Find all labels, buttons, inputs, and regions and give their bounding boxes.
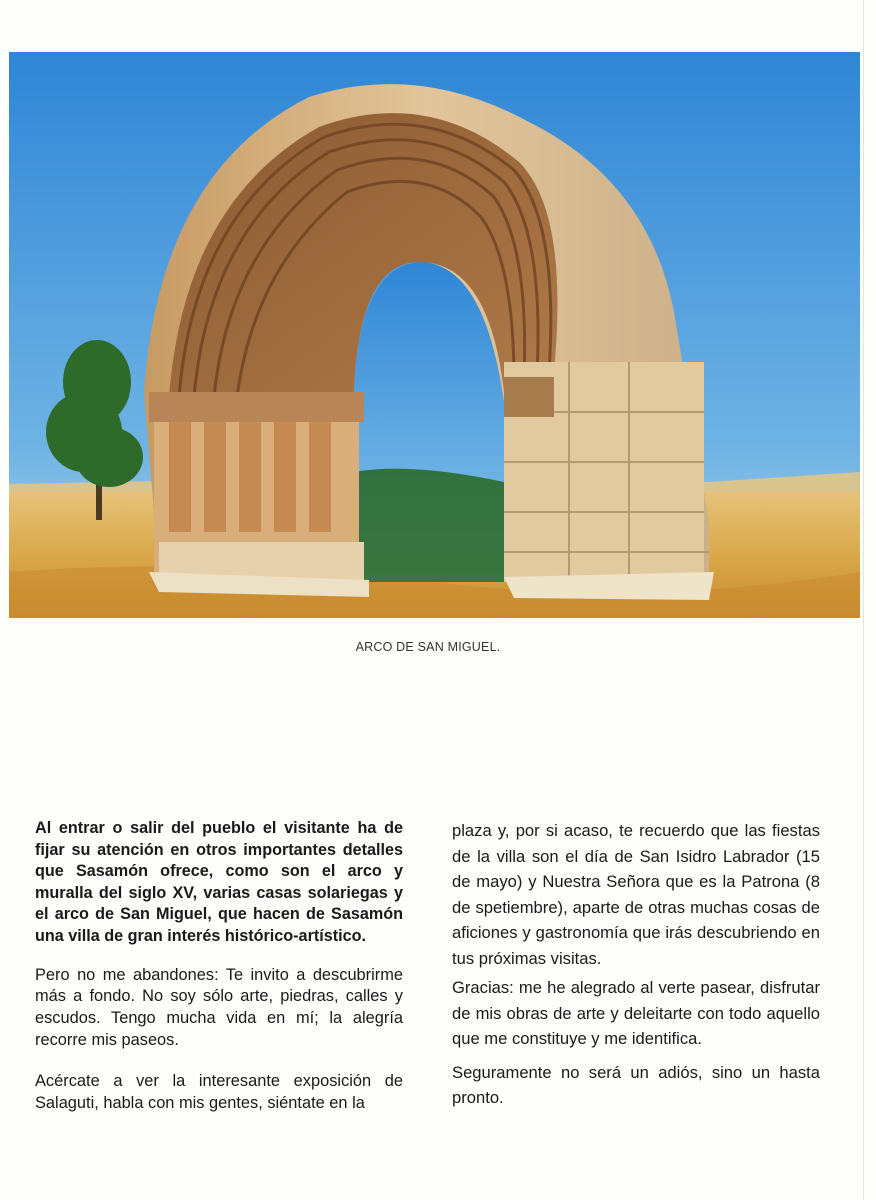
arch-photo (9, 52, 860, 618)
right-paragraph-1: plaza y, por si acaso, te recuerdo que las fiestas de la villa son el día de San Isidro Labrador (15 de mayo) y Nuestra Señora que es la Patrona (8 de spetiembre), aparte de otras muchas cosas de aficiones y gastronomía que irás descubriendo en tus próximas visitas. (452, 821, 820, 968)
right-paragraph-3: Seguramente no será un adiós, sino un hasta pronto. (452, 1062, 820, 1107)
left-paragraph-1: Pero no me abandones: Te invito a descubrirme más a fondo. No soy sólo arte, piedras, calles y escudos. Tengo mucha vida en mí; la alegría recorre mis paseos. (35, 965, 403, 1049)
right-column (452, 818, 820, 1111)
page-edge (863, 0, 864, 1200)
left-column (35, 818, 403, 1114)
right-paragraph-2: Gracias: me he alegrado al verte pasear, disfrutar de mis obras de arte y deleitarte con todo aquello que me constituye y me identifica. (452, 978, 820, 1048)
photo-caption: ARCO DE SAN MIGUEL. (355, 640, 501, 654)
lead-paragraph: Al entrar o salir del pueblo el visitante ha de fijar su atención en otros importantes detalles que Sasamón ofrece, como son el arco y muralla del siglo XV, varias casas solariegas y el arco de San Miguel, que hacen de Sasamón una villa de gran interés histórico-artístico. (35, 819, 403, 945)
left-paragraph-2: Acércate a ver la interesante exposición de Salaguti, habla con mis gentes, siéntate en la (35, 1071, 403, 1112)
arch-photo-illustration (9, 52, 860, 618)
